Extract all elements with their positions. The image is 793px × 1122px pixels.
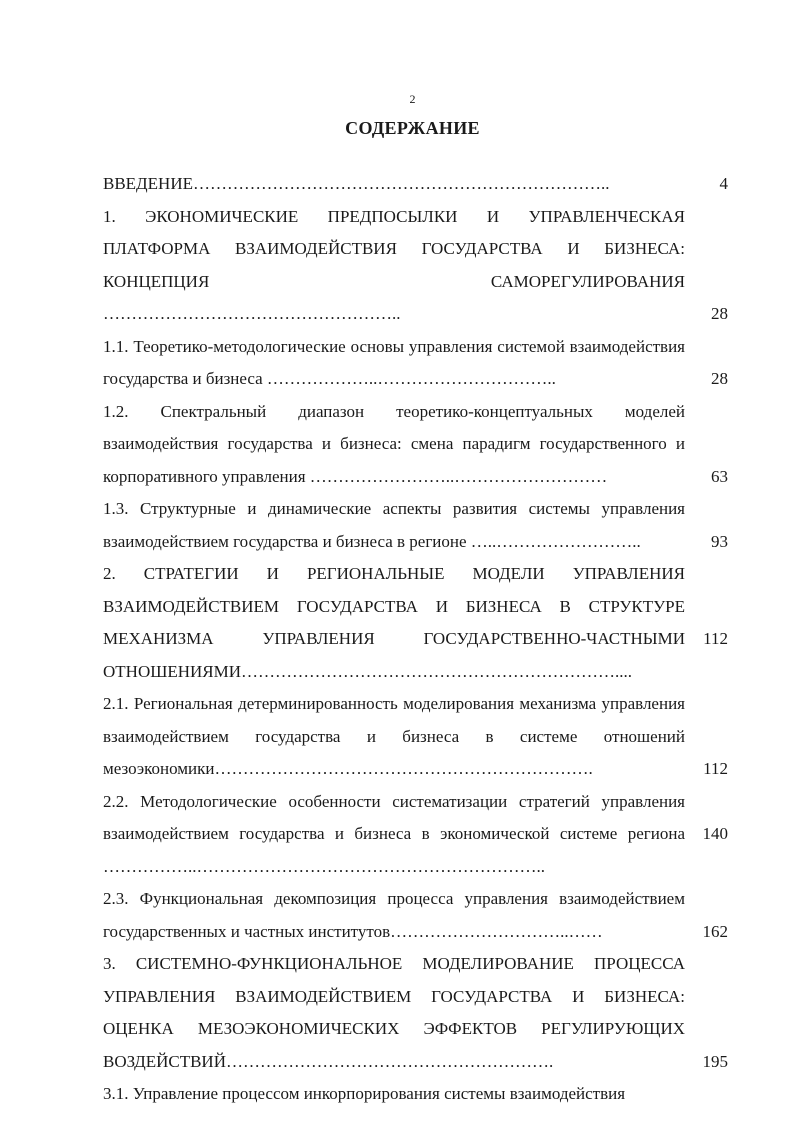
- page-number: 2: [409, 92, 416, 106]
- toc-entry-introduction: [103, 168, 728, 201]
- toc-entry-text: 1. ЭКОНОМИЧЕСКИЕ ПРЕДПОСЫЛКИ И УПРАВЛЕНЧЕСКАЯ ПЛАТФОРМА ВЗАИМОДЕЙСТВИЯ ГОСУДАРСТВА И БИЗНЕСА: КОНЦЕПЦИЯ САМОРЕГУЛИРОВАНИЯ ……………………………………………..: [103, 206, 685, 323]
- toc-entry-page: 28: [711, 304, 728, 323]
- toc-entry-text: 2.2. Методологические особенности систематизации стратегий управления взаимодействием государства и бизнеса в экономической системе региона ……………..……………………………………………………..: [103, 791, 685, 876]
- page-title: СОДЕРЖАНИЕ: [345, 118, 480, 138]
- toc-entry-1-1: [103, 331, 728, 396]
- toc-entry-page: 28: [711, 369, 728, 388]
- toc-entry-page: 112: [703, 759, 728, 778]
- toc-entry-text: 3.1. Управление процессом инкорпорирования системы взаимодействия: [103, 1084, 626, 1103]
- toc-entry-page: 63: [711, 466, 728, 486]
- table-of-contents: [103, 168, 728, 1111]
- toc-entry-page: 140: [702, 824, 728, 843]
- toc-entry-text: 2. СТРАТЕГИИ И РЕГИОНАЛЬНЫЕ МОДЕЛИ УПРАВЛЕНИЯ ВЗАИМОДЕЙСТВИЕМ ГОСУДАРСТВА И БИЗНЕСА В СТРУКТУРЕ МЕХАНИЗМА УПРАВЛЕНИЯ ГОСУДАРСТВЕННО-ЧАСТНЫМИ ОТНОШЕНИЯМИ…………………………………………………………....: [103, 564, 685, 681]
- toc-entry-page: 195: [702, 1051, 728, 1071]
- toc-entry-chapter-2: [103, 558, 728, 688]
- toc-entry-chapter-1: [103, 201, 728, 331]
- toc-entry-text: 1.2. Спектральный диапазон теоретико-концептуальных моделей взаимодействия государства и бизнеса: смена парадигм государственного и корпоративного управления ……………………..………………………: [103, 401, 685, 486]
- toc-entry-text: ВВЕДЕНИЕ………………………………………………………………..: [103, 174, 610, 193]
- toc-entry-text: 1.1. Теоретико-методологические основы управления системой взаимодействия государства и бизнеса ………………..…………………………..: [103, 336, 685, 388]
- toc-entry-1-3: [103, 493, 728, 558]
- toc-entry-3-1: [103, 1078, 728, 1111]
- toc-entry-text: 2.3. Функциональная декомпозиция процесса управления взаимодействием государственных и частных институтов…………………………..……: [103, 889, 685, 941]
- toc-entry-page: 162: [702, 921, 728, 941]
- toc-entry-chapter-3: [103, 948, 728, 1078]
- toc-entry-2-2: [103, 786, 728, 884]
- toc-entry-text: 1.3. Структурные и динамические аспекты развития системы управления взаимодействием государства и бизнеса в регионе …..……………………..: [103, 499, 685, 551]
- toc-entry-text: 2.1. Региональная детерминированность моделирования механизма управления взаимодействием государства и бизнеса в системе отношений мезоэкономики………………………………………………………….: [103, 694, 685, 778]
- toc-entry-text: 3. СИСТЕМНО-ФУНКЦИОНАЛЬНОЕ МОДЕЛИРОВАНИЕ ПРОЦЕССА УПРАВЛЕНИЯ ВЗАИМОДЕЙСТВИЕМ ГОСУДАРСТВА И БИЗНЕСА: ОЦЕНКА МЕЗОЭКОНОМИЧЕСКИХ ЭФФЕКТОВ РЕГУЛИРУЮЩИХ ВОЗДЕЙСТВИЙ………………………………………………….: [103, 954, 685, 1071]
- toc-entry-page: 4: [719, 174, 728, 193]
- toc-entry-2-1: [103, 688, 728, 786]
- toc-entry-page: 93: [711, 531, 728, 551]
- toc-entry-2-3: [103, 883, 728, 948]
- toc-entry-page: 112: [703, 629, 728, 648]
- toc-entry-1-2: [103, 396, 728, 494]
